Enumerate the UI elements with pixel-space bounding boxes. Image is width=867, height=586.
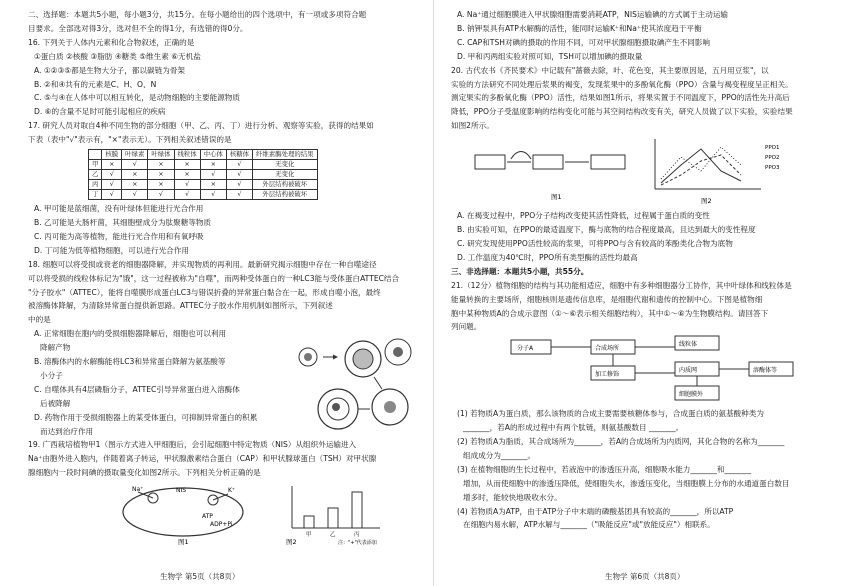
option-d: D. 工作温度为40℃时，PPO所有类型酶的活性均最高 (457, 252, 638, 262)
na-label: Na⁺ (132, 486, 144, 494)
series-line (661, 155, 741, 185)
table-cell: 乙 (89, 170, 102, 180)
option-b: B. 乙可能是大肠杆菌，其细胞壁成分为肽聚糖等物质 (34, 217, 212, 227)
x-tick: 甲 (306, 532, 312, 539)
question-18-options (28, 327, 278, 438)
table-cell: √ (226, 190, 252, 200)
table-cell: × (102, 160, 122, 170)
question-20-line: 测定果实的多酚氧化酶（PPO）活性，结果如图1所示，将果实置于不同温度下，PPO的活性先升高后 (451, 93, 790, 103)
ppo-flow-figure (471, 135, 641, 205)
figure-caption: 图1 (551, 193, 562, 202)
option-c: C. CAP和TSH对碘的摄取的作用不同，可对甲状腺细胞摄取碘产生不同影响 (457, 37, 710, 47)
column-divider (433, 0, 434, 586)
question-21-line: 胞中某种物质A的合成示意图（①～⑥表示相关细胞结构），其中①～⑥为生物膜结构。请回答下 (451, 308, 769, 318)
option-c: C. 丙可能为高等植物，能进行光合作用和有氧呼吸 (34, 231, 204, 241)
table-cell: √ (148, 190, 174, 200)
thyroid-cell-figure (118, 482, 258, 546)
table-header: 中心体 (200, 150, 226, 160)
table-cell: 丁 (89, 190, 102, 200)
option-d: D. ⑥的含量不足时可能引起相应的疾病 (34, 107, 166, 117)
sub-question-4-cont: 在细胞内易水解，ATP水解与_______（"吸能反应"或"放能反应"）相联系。 (463, 520, 715, 530)
option-a: A. Na⁺通过细胞膜进入甲状腺细胞需要消耗ATP，NIS运输碘的方式属于主动运输 (457, 10, 729, 19)
chart-note: 注："+"代表添加 (338, 540, 377, 547)
figure-caption: 图2 (286, 538, 297, 547)
option-b: B. 钠钾泵具有ATP水解酶的活性，能同时运输K⁺和Na⁺使其浓度趋于平衡 (457, 23, 702, 33)
question-21-line: 列问题。 (451, 322, 482, 332)
autophagy-diagram (278, 327, 428, 437)
option-a-cont: 降解产物 (40, 343, 71, 353)
option-d: D. 药物作用于受损细胞器上的某受体蛋白，可抑制异常蛋白的积累 (34, 412, 258, 422)
table-cell: √ (174, 190, 200, 200)
option-b: B. ②和④共有的元素是C、H、O、N (34, 79, 157, 89)
question-18-line: "分子胶水"（ATTEC），能将自噬膜形成蛋白LC3与错误折叠的异常蛋白黏合在一起，形成自噬小泡，最终 (28, 287, 381, 297)
synthesis-diagram (451, 334, 851, 402)
iodine-uptake-chart (280, 482, 400, 546)
option-b-cont: 小分子 (40, 370, 63, 380)
table-cell: 无变化 (253, 170, 318, 180)
figure-caption: 图1 (178, 538, 189, 547)
sub-question-3-cont: 增多时，能较快地吸收水分。 (463, 492, 562, 502)
table-header: 纤维素酶处理的结果 (253, 150, 318, 160)
question-16-items: ①蛋白质 ②核酸 ③脂肪 ④糖类 ⑤维生素 ⑥无机盐 (34, 51, 201, 61)
bar (352, 492, 362, 528)
table-header: 核膜 (102, 150, 122, 160)
legend-entry: PPO2 (765, 155, 780, 162)
option-d-cont: 而达到治疗作用 (40, 426, 94, 436)
sub-question-3: (3) 在植物细胞的生长过程中，若液泡中的渗透压升高，细胞吸水能力_______和_______ (457, 464, 752, 474)
k-label: K⁺ (228, 487, 236, 495)
bar (304, 516, 314, 528)
question-16-stem: 16. 下列关于人体内元素和化合物叙述，正确的是 (28, 37, 195, 47)
question-21-line: 21.（12分）植物细胞的结构与其功能相适应，细胞中有多种细胞器分工协作，其中叶绿体和线粒体是 (451, 280, 792, 290)
question-19-line: 19. 广西栽培植物甲1（图示方式进入甲细胞后，会引起细胞中特定物质（NIS）从组织外运输进入 (28, 440, 357, 450)
question-20-line: 降低，PPO分子受温度影响的结构变化可能与其空间结构改变有关，研究人员做了以下实验，实验结果 (451, 107, 793, 117)
table-header: 叶绿体 (148, 150, 174, 160)
diagram-box: 溶酶体等 (753, 367, 778, 375)
sub-question-4: (4) 若物质A为ATP，由于ATP分子中末端的磷酸基团具有较高的_______，所以ATP (457, 506, 734, 516)
table-header: 线粒体 (174, 150, 200, 160)
option-c: C. 自噬体具有4层磷脂分子，ATTEC引导异常蛋白进入溶酶体 (34, 384, 240, 394)
table-row (89, 190, 318, 200)
sub-question-1: (1) 若物质A为蛋白质，那么该物质的合成主要需要核糖体参与，合成蛋白质的氨基酸种类为 (457, 409, 764, 419)
option-a: A. 正常细胞在胞内的受损细胞器降解后，细胞也可以利用 (34, 329, 227, 339)
question-21-line: 能量转换的主要场所，细胞核则是遗传信息库，是细胞代谢和遗传的控制中心。下图是植物细 (451, 294, 763, 304)
table-header-row (89, 150, 318, 160)
table-cell: × (174, 170, 200, 180)
table-cell: × (200, 180, 226, 190)
legend-entry: PPO3 (765, 165, 780, 172)
table-cell: √ (226, 160, 252, 170)
option-d: D. 丁可能为低等植物细胞，可以进行光合作用 (34, 245, 189, 255)
option-c: C. ⑤与④在人体中可以相互转化，是动物细胞的主要能源物质 (34, 93, 240, 103)
left-column (28, 8, 433, 546)
table-header (89, 150, 102, 160)
option-a: A. ①②③⑤都是生物大分子，都以碳链为骨架 (34, 65, 186, 75)
table-cell: 外层结构被破坏 (253, 180, 318, 190)
table-cell: × (122, 170, 148, 180)
table-cell: × (200, 160, 226, 170)
sub-question-3-cont: 增加，从而使细胞中的渗透压降低，使细胞失水，渗透压变化，当细胞膜上分布的水通道蛋白数目 (463, 478, 790, 488)
table-cell: 无变化 (253, 160, 318, 170)
table-cell: √ (102, 190, 122, 200)
table-cell: 丙 (89, 180, 102, 190)
x-tick: 乙 (330, 532, 336, 539)
table-cell: √ (200, 190, 226, 200)
table-cell: × (148, 170, 174, 180)
question-18-body (28, 327, 433, 438)
legend-entry: PPO1 (765, 145, 780, 152)
right-column (451, 8, 856, 532)
diagram-box: 细胞膜外 (679, 391, 704, 399)
nis-label: NIS (176, 487, 187, 495)
page-footer-left: 生物学 第5页（共8页） (160, 572, 240, 581)
question-18-line: 被溶酶体降解，为清除异常蛋白提供新思路。ATTEC分子胶水作用机制如图所示，下列叙述 (28, 301, 333, 311)
option-c-cont: 后被降解 (40, 398, 71, 408)
table-cell: √ (200, 170, 226, 180)
question-17-stem-cont: 下表（表中"√"表示有，"×"表示无）。下列相关叙述错误的是 (28, 135, 232, 145)
question-18-line: 可以将受损的线粒体标记为"饿"，这一过程被称为"自噬"，而两种受体蛋白的一种LC3能与受体蛋白ATTEC结合 (28, 273, 400, 283)
diagram-box: 线粒体 (679, 341, 698, 349)
section-heading: 三、非选择题：本题共5小题，共55分。 (451, 266, 589, 276)
table-cell: √ (226, 180, 252, 190)
diagram-box: 分子A (517, 345, 534, 353)
question-19-line: Na⁺由胞外进入胞内，伴随着离子转运，甲状腺激素结合蛋白（CAP）和甲状腺球蛋白（TSH）对甲状腺 (28, 454, 377, 464)
option-b: B. 由实验可知，在PPO的最适温度下，酶与底物的结合程度最高，且达到最大的变性程度 (457, 225, 756, 235)
table-header: 叶绿素 (122, 150, 148, 160)
question-18-line: 18. 细胞可以将受损或衰老的细胞器降解，并实现物质的再利用。最新研究揭示细胞中存在一种自噬途径 (28, 259, 377, 269)
table-cell: × (174, 160, 200, 170)
bar (328, 508, 338, 528)
sub-question-2-cont: 组成成分为_______。 (463, 450, 536, 460)
table-cell: √ (174, 180, 200, 190)
question-20-figures (471, 135, 856, 207)
question-20-line: 实验的方法研究不同处理后浆果的褐变，发现浆果中的多酚氧化酶（PPO）含量与褐变程度呈正相关。 (451, 79, 793, 89)
table-row (89, 160, 318, 170)
table-cell: √ (102, 180, 122, 190)
question-18-line: 中的是 (28, 315, 51, 325)
table-row (89, 180, 318, 190)
section-instructions: 目要求。全部选对得3分，选对但不全的得1分，有选错的得0分。 (28, 23, 248, 33)
table-cell: √ (122, 160, 148, 170)
table-cell: √ (102, 170, 122, 180)
table-row (89, 170, 318, 180)
diagram-box: 内质网 (679, 367, 698, 375)
table-header: 核糖体 (226, 150, 252, 160)
table-cell: 甲 (89, 160, 102, 170)
x-tick: 丙 (354, 532, 360, 539)
cell-comparison-table (88, 149, 318, 200)
diagram-box: 合成场所 (595, 345, 620, 353)
atp-label: ATP (202, 513, 213, 521)
table-cell: × (148, 180, 174, 190)
table-cell: 外层结构被破坏 (253, 190, 318, 200)
option-a: A. 甲可能是蓝细菌，没有叶绿体但能进行光合作用 (34, 204, 204, 214)
sub-question-1-cont: _______，若A的形成过程中有两个肽链，则氨基酸数目 _______。 (463, 423, 684, 433)
table-cell: √ (122, 190, 148, 200)
option-d: D. 甲和丙两组实验对照可知，TSH可以增加碘的摄取量 (457, 51, 643, 61)
figure-caption: 图2 (701, 197, 712, 206)
question-19-figures (118, 482, 433, 546)
section-heading: 二、选择题：本题共5小题，每小题3分，共15分。在每小题给出的四个选项中，有一项或多项符合题 (28, 10, 367, 19)
question-19-line: 腺细胞内一段时间碘的摄取量变化如图2所示。下列相关分析正确的是 (28, 468, 261, 478)
adp-label: ADP+Pi (210, 521, 233, 529)
table-cell: √ (226, 170, 252, 180)
option-a: A. 在褐变过程中，PPO分子结构改变使其活性降低，过程属于蛋白质的变性 (457, 211, 710, 221)
series-line (661, 147, 741, 179)
question-20-line: 20. 古代农书《齐民要术》中记载有"蔷薇去除，叶、花色变，其主要原因是，五月用豆浆"，以 (451, 65, 769, 75)
sub-question-2: (2) 若物质A为脂质，其合成场所为_______，若A的合成场所为内质网，其化合物的名称为_______ (457, 437, 785, 447)
page-footer-right: 生物学 第6页（共8页） (605, 572, 685, 581)
table-cell: × (122, 180, 148, 190)
option-b: B. 溶酶体内的水解酶能将LC3和异常蛋白降解为氨基酸等 (34, 357, 226, 367)
question-20-line: 如图2所示。 (451, 121, 494, 131)
question-17-stem: 17. 研究人员对取自4种不同生物的部分细胞（甲、乙、丙、丁）进行分析、观察等实验，获得的结果如 (28, 121, 374, 131)
table-cell: × (148, 160, 174, 170)
ppo-activity-chart (641, 135, 801, 207)
option-c: C. 研究发现使用PPO活性较高的浆果，可将PPO与含有较高的苯酚类化合物为底物 (457, 238, 733, 248)
diagram-box: 加工修饰 (595, 371, 620, 379)
